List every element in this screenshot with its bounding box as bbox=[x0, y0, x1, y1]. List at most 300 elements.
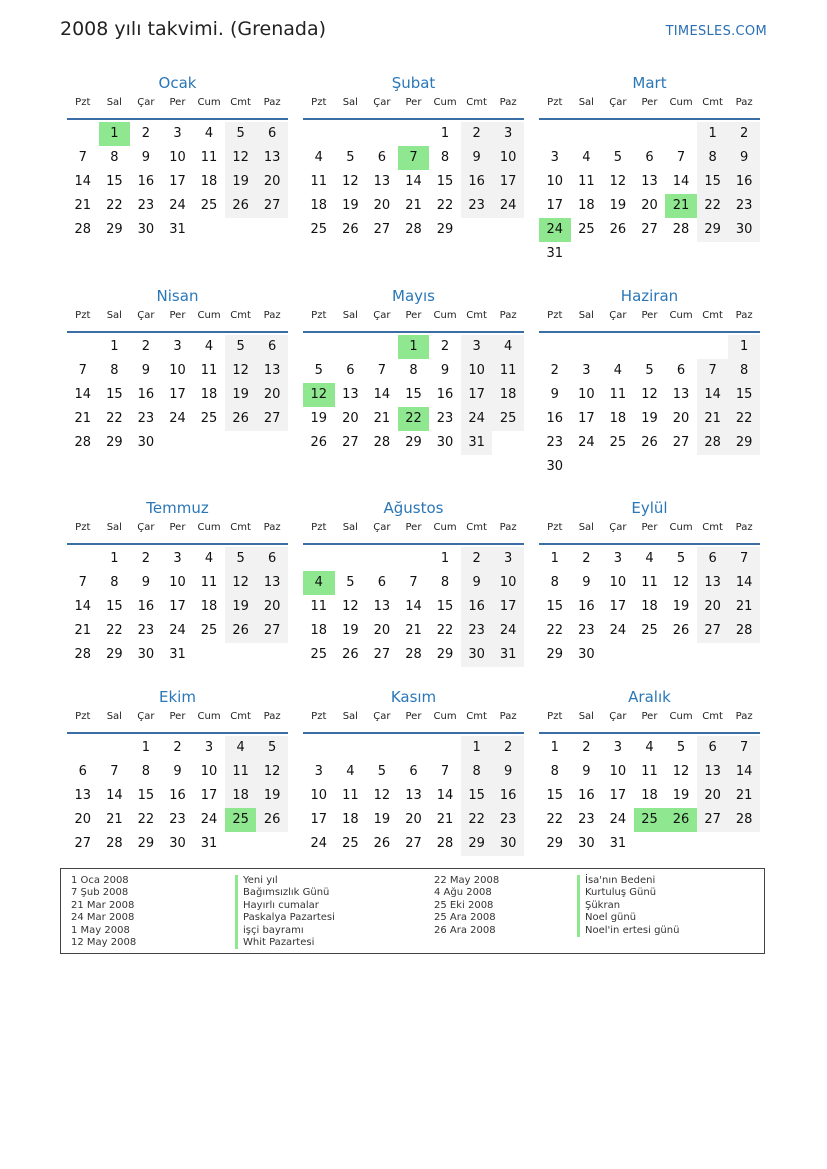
day-cell: 3 bbox=[613, 551, 623, 566]
legend-holiday-name: Paskalya Pazartesi bbox=[235, 912, 335, 924]
weekday-label: Sal bbox=[578, 711, 594, 722]
month-name: Nisan bbox=[156, 287, 199, 305]
day-empty bbox=[366, 122, 398, 146]
day-cell: 29 bbox=[137, 836, 155, 851]
legend-date: 22 May 2008 bbox=[434, 875, 500, 886]
day-cell: 16 bbox=[492, 784, 524, 808]
day-cell: 12 bbox=[342, 599, 359, 614]
weekday-label: Pzt bbox=[75, 522, 91, 533]
weekday-label: Cum bbox=[197, 711, 221, 722]
day-cell: 16 bbox=[436, 387, 454, 402]
day-empty bbox=[335, 736, 367, 760]
day-cell: 27 bbox=[373, 647, 391, 662]
day-cell: 9 bbox=[582, 575, 591, 590]
day-cell: 16 bbox=[137, 387, 155, 402]
day-empty bbox=[697, 832, 729, 856]
day-cell: 21 bbox=[405, 198, 422, 213]
day-cell: 19 bbox=[342, 198, 359, 213]
day-empty bbox=[634, 832, 666, 856]
weekday-label: Paz bbox=[735, 310, 753, 321]
day-empty bbox=[335, 335, 367, 359]
day-cell: 10 bbox=[609, 764, 627, 779]
month-name: Mart bbox=[632, 74, 667, 92]
day-cell: 17 bbox=[492, 170, 524, 194]
day-cell: 13 bbox=[697, 760, 729, 784]
weekday-label: Sal bbox=[342, 711, 358, 722]
day-empty bbox=[366, 736, 398, 760]
day-cell: 1 bbox=[141, 740, 151, 755]
day-cell: 22 bbox=[728, 407, 760, 431]
legend-date: 24 Mar 2008 bbox=[71, 912, 135, 924]
day-empty bbox=[99, 736, 131, 760]
day-cell: 18 bbox=[609, 411, 627, 426]
day-cell: 2 bbox=[582, 740, 591, 755]
day-empty bbox=[634, 242, 666, 266]
day-cell: 17 bbox=[169, 387, 186, 402]
weekday-label: Pzt bbox=[547, 310, 563, 321]
day-grid bbox=[303, 120, 524, 242]
weekday-label: Sal bbox=[578, 522, 594, 533]
day-cell: 1 bbox=[550, 740, 559, 755]
day-cell: 19 bbox=[225, 383, 257, 407]
weekday-label: Pzt bbox=[75, 711, 91, 722]
weekday-header bbox=[539, 708, 760, 734]
day-cell: 26 bbox=[225, 407, 257, 431]
day-cell: 1 bbox=[110, 551, 119, 566]
day-cell: 20 bbox=[697, 595, 729, 619]
day-empty bbox=[256, 431, 288, 455]
day-cell: 21 bbox=[106, 812, 123, 827]
day-cell: 7 bbox=[78, 575, 87, 590]
day-cell: 30 bbox=[578, 836, 595, 851]
day-empty bbox=[602, 455, 634, 479]
day-cell: 26 bbox=[225, 194, 257, 218]
day-cell: 9 bbox=[492, 760, 524, 784]
day-cell: 7 bbox=[440, 764, 450, 779]
site-link[interactable]: TIMESLES.COM bbox=[665, 24, 767, 39]
day-cell: 9 bbox=[141, 575, 151, 590]
weekday-label: Cum bbox=[669, 711, 693, 722]
weekday-label: Pzt bbox=[311, 97, 327, 108]
day-cell: 19 bbox=[225, 595, 257, 619]
weekday-label: Pzt bbox=[547, 97, 563, 108]
day-cell: 18 bbox=[200, 174, 218, 189]
weekday-label: Çar bbox=[373, 97, 391, 108]
weekday-label: Sal bbox=[342, 310, 358, 321]
legend-dates-right bbox=[434, 875, 499, 937]
day-empty bbox=[67, 547, 99, 571]
day-cell: 7 bbox=[409, 575, 418, 590]
day-cell: 17 bbox=[492, 595, 524, 619]
day-cell: 8 bbox=[141, 764, 151, 779]
day-cell: 23 bbox=[137, 198, 155, 213]
day-cell: 6 bbox=[256, 122, 288, 146]
weekday-label: Sal bbox=[106, 97, 122, 108]
day-cell: 9 bbox=[173, 764, 182, 779]
weekday-header bbox=[303, 94, 524, 120]
month-name: Mayıs bbox=[392, 287, 435, 305]
day-cell: 6 bbox=[377, 150, 387, 165]
day-cell: 28 bbox=[672, 222, 690, 237]
day-cell: 16 bbox=[169, 788, 186, 803]
legend-holiday-name: Yeni yıl bbox=[235, 875, 335, 887]
day-holiday: 25 bbox=[225, 808, 257, 832]
day-cell: 5 bbox=[346, 575, 355, 590]
weekday-label: Cmt bbox=[230, 310, 251, 321]
day-cell: 20 bbox=[641, 198, 658, 213]
day-cell: 5 bbox=[225, 547, 257, 571]
legend-holiday-name: Kurtuluş Günü bbox=[577, 887, 679, 899]
weekday-label: Cum bbox=[197, 97, 221, 108]
weekday-label: Sal bbox=[578, 310, 594, 321]
weekday-label: Paz bbox=[499, 522, 517, 533]
weekday-label: Cum bbox=[433, 522, 457, 533]
day-cell: 21 bbox=[405, 623, 422, 638]
day-cell: 23 bbox=[169, 812, 186, 827]
day-holiday: 4 bbox=[303, 571, 335, 595]
day-empty bbox=[665, 242, 697, 266]
day-grid bbox=[539, 333, 760, 479]
day-empty bbox=[665, 335, 697, 359]
day-cell: 5 bbox=[225, 122, 257, 146]
day-cell: 27 bbox=[373, 222, 391, 237]
day-cell: 12 bbox=[672, 575, 690, 590]
day-cell: 13 bbox=[74, 788, 92, 803]
weekday-label: Cum bbox=[197, 310, 221, 321]
day-cell: 14 bbox=[672, 174, 690, 189]
day-cell: 26 bbox=[342, 222, 359, 237]
day-empty bbox=[602, 122, 634, 146]
day-empty bbox=[697, 335, 729, 359]
day-cell: 12 bbox=[256, 760, 288, 784]
day-cell: 11 bbox=[200, 150, 218, 165]
legend-holiday-name: Whit Pazartesi bbox=[235, 937, 335, 949]
day-cell: 15 bbox=[106, 599, 123, 614]
day-cell: 4 bbox=[582, 150, 591, 165]
day-cell: 7 bbox=[728, 736, 760, 760]
weekday-header bbox=[67, 94, 288, 120]
day-cell: 21 bbox=[373, 411, 391, 426]
day-cell: 14 bbox=[697, 383, 729, 407]
legend-dates-left bbox=[71, 875, 136, 949]
weekday-label: Çar bbox=[137, 711, 155, 722]
weekday-label: Cum bbox=[669, 522, 693, 533]
day-empty bbox=[728, 455, 760, 479]
day-cell: 17 bbox=[200, 788, 218, 803]
day-cell: 29 bbox=[106, 222, 123, 237]
day-cell: 6 bbox=[377, 575, 387, 590]
day-grid bbox=[67, 734, 288, 856]
day-empty bbox=[256, 218, 288, 242]
day-cell: 26 bbox=[310, 435, 328, 450]
weekday-label: Cmt bbox=[702, 310, 723, 321]
day-cell: 16 bbox=[546, 411, 564, 426]
day-cell: 23 bbox=[436, 411, 454, 426]
day-cell: 8 bbox=[110, 575, 119, 590]
month-3 bbox=[539, 72, 760, 266]
day-cell: 14 bbox=[405, 174, 422, 189]
day-cell: 18 bbox=[641, 599, 658, 614]
day-empty bbox=[67, 122, 99, 146]
month-7 bbox=[67, 497, 288, 667]
day-cell: 25 bbox=[200, 198, 218, 213]
day-cell: 7 bbox=[728, 547, 760, 571]
day-cell: 9 bbox=[440, 363, 450, 378]
day-cell: 9 bbox=[582, 764, 591, 779]
day-cell: 11 bbox=[200, 575, 218, 590]
day-cell: 18 bbox=[310, 623, 328, 638]
legend-date: 7 Şub 2008 bbox=[71, 887, 129, 899]
day-cell: 22 bbox=[461, 808, 493, 832]
weekday-label: Paz bbox=[735, 97, 753, 108]
day-cell: 17 bbox=[546, 198, 564, 213]
day-grid bbox=[67, 333, 288, 455]
day-cell: 20 bbox=[74, 812, 92, 827]
day-empty bbox=[398, 547, 430, 571]
month-name: Şubat bbox=[391, 74, 436, 92]
day-cell: 10 bbox=[310, 788, 328, 803]
day-cell: 21 bbox=[436, 812, 454, 827]
day-cell: 28 bbox=[373, 435, 391, 450]
day-cell: 3 bbox=[582, 363, 591, 378]
day-cell: 27 bbox=[256, 619, 288, 643]
day-cell: 23 bbox=[728, 194, 760, 218]
day-cell: 19 bbox=[609, 198, 627, 213]
day-empty bbox=[539, 335, 571, 359]
legend-holiday-name: Noel'in ertesi günü bbox=[577, 925, 679, 937]
day-empty bbox=[665, 455, 697, 479]
weekday-label: Cmt bbox=[230, 711, 251, 722]
month-6 bbox=[539, 285, 760, 479]
day-cell: 19 bbox=[672, 788, 690, 803]
weekday-header bbox=[67, 519, 288, 545]
day-cell: 4 bbox=[492, 335, 524, 359]
day-cell: 4 bbox=[613, 363, 623, 378]
day-cell: 19 bbox=[342, 623, 359, 638]
day-cell: 5 bbox=[314, 363, 323, 378]
legend-date: 25 Ara 2008 bbox=[434, 912, 496, 924]
weekday-label: Per bbox=[405, 310, 422, 321]
day-cell: 25 bbox=[609, 435, 627, 450]
day-cell: 22 bbox=[137, 812, 155, 827]
day-cell: 27 bbox=[697, 808, 729, 832]
day-cell: 25 bbox=[200, 411, 218, 426]
day-holiday: 7 bbox=[398, 146, 430, 170]
day-cell: 13 bbox=[697, 571, 729, 595]
day-empty bbox=[665, 122, 697, 146]
day-cell: 23 bbox=[137, 411, 155, 426]
weekday-label: Sal bbox=[106, 522, 122, 533]
day-cell: 13 bbox=[641, 174, 658, 189]
day-cell: 31 bbox=[609, 836, 627, 851]
day-empty bbox=[256, 832, 288, 856]
day-cell: 17 bbox=[609, 788, 627, 803]
day-cell: 18 bbox=[310, 198, 328, 213]
day-cell: 1 bbox=[697, 122, 729, 146]
day-cell: 10 bbox=[169, 363, 186, 378]
day-cell: 2 bbox=[173, 740, 182, 755]
day-cell: 12 bbox=[225, 571, 257, 595]
day-cell: 11 bbox=[200, 363, 218, 378]
day-empty bbox=[602, 643, 634, 667]
day-empty bbox=[492, 431, 524, 455]
weekday-label: Çar bbox=[137, 97, 155, 108]
day-cell: 17 bbox=[169, 599, 186, 614]
weekday-label: Sal bbox=[578, 97, 594, 108]
weekday-label: Cmt bbox=[466, 711, 487, 722]
day-cell: 18 bbox=[641, 788, 658, 803]
weekday-label: Çar bbox=[609, 310, 627, 321]
weekday-label: Paz bbox=[263, 711, 281, 722]
day-cell: 3 bbox=[492, 547, 524, 571]
weekday-label: Pzt bbox=[311, 310, 327, 321]
day-cell: 13 bbox=[405, 788, 422, 803]
day-cell: 2 bbox=[141, 551, 151, 566]
day-empty bbox=[303, 335, 335, 359]
day-cell: 20 bbox=[342, 411, 359, 426]
day-cell: 4 bbox=[645, 551, 654, 566]
day-cell: 4 bbox=[346, 764, 355, 779]
day-cell: 15 bbox=[405, 387, 422, 402]
weekday-label: Çar bbox=[373, 522, 391, 533]
day-cell: 24 bbox=[169, 623, 186, 638]
day-cell: 3 bbox=[204, 740, 214, 755]
day-empty bbox=[697, 455, 729, 479]
month-12 bbox=[539, 686, 760, 856]
day-empty bbox=[728, 643, 760, 667]
day-cell: 30 bbox=[137, 435, 155, 450]
day-cell: 13 bbox=[373, 174, 391, 189]
day-cell: 12 bbox=[225, 359, 257, 383]
day-empty bbox=[398, 736, 430, 760]
day-cell: 24 bbox=[169, 198, 186, 213]
weekday-label: Paz bbox=[263, 97, 281, 108]
day-cell: 21 bbox=[728, 784, 760, 808]
day-empty bbox=[728, 832, 760, 856]
weekday-header bbox=[67, 708, 288, 734]
day-cell: 3 bbox=[550, 150, 559, 165]
day-cell: 14 bbox=[405, 599, 422, 614]
weekday-label: Cmt bbox=[230, 522, 251, 533]
day-cell: 8 bbox=[110, 363, 119, 378]
day-cell: 13 bbox=[373, 599, 391, 614]
month-name: Ocak bbox=[158, 74, 197, 92]
day-cell: 5 bbox=[346, 150, 355, 165]
day-cell: 26 bbox=[256, 808, 288, 832]
day-cell: 6 bbox=[645, 150, 654, 165]
day-cell: 6 bbox=[346, 363, 355, 378]
day-cell: 23 bbox=[578, 812, 595, 827]
legend-holiday-name: İsa'nın Bedeni bbox=[577, 875, 679, 887]
day-empty bbox=[602, 242, 634, 266]
day-cell: 7 bbox=[377, 363, 387, 378]
day-grid bbox=[67, 120, 288, 242]
day-cell: 28 bbox=[405, 647, 422, 662]
weekday-label: Paz bbox=[499, 97, 517, 108]
day-empty bbox=[303, 547, 335, 571]
day-cell: 29 bbox=[436, 647, 454, 662]
day-cell: 4 bbox=[314, 150, 323, 165]
day-empty bbox=[492, 218, 524, 242]
day-empty bbox=[225, 431, 257, 455]
day-cell: 22 bbox=[106, 411, 123, 426]
day-empty bbox=[303, 122, 335, 146]
day-cell: 30 bbox=[169, 836, 186, 851]
day-cell: 23 bbox=[546, 435, 564, 450]
day-cell: 27 bbox=[405, 836, 422, 851]
day-cell: 9 bbox=[461, 571, 493, 595]
day-cell: 9 bbox=[141, 150, 151, 165]
legend-holiday-name: Şükran bbox=[577, 900, 679, 912]
day-cell: 8 bbox=[440, 575, 450, 590]
day-empty bbox=[665, 832, 697, 856]
day-cell: 24 bbox=[169, 411, 186, 426]
month-8 bbox=[303, 497, 524, 667]
day-cell: 27 bbox=[256, 407, 288, 431]
day-cell: 15 bbox=[436, 599, 454, 614]
day-cell: 21 bbox=[74, 623, 92, 638]
day-grid bbox=[303, 333, 524, 455]
day-cell: 16 bbox=[578, 788, 595, 803]
day-cell: 10 bbox=[546, 174, 564, 189]
day-cell: 20 bbox=[672, 411, 690, 426]
day-cell: 27 bbox=[74, 836, 92, 851]
day-cell: 26 bbox=[342, 647, 359, 662]
weekday-label: Pzt bbox=[75, 310, 91, 321]
weekday-label: Pzt bbox=[75, 97, 91, 108]
day-cell: 29 bbox=[697, 218, 729, 242]
day-cell: 1 bbox=[461, 736, 493, 760]
weekday-label: Pzt bbox=[311, 711, 327, 722]
day-cell: 24 bbox=[492, 194, 524, 218]
weekday-label: Sal bbox=[342, 522, 358, 533]
month-11 bbox=[303, 686, 524, 856]
day-cell: 29 bbox=[106, 647, 123, 662]
day-cell: 2 bbox=[461, 547, 493, 571]
day-empty bbox=[697, 242, 729, 266]
day-empty bbox=[634, 455, 666, 479]
day-cell: 6 bbox=[256, 335, 288, 359]
month-name: Haziran bbox=[620, 287, 679, 305]
day-cell: 6 bbox=[697, 547, 729, 571]
weekday-label: Sal bbox=[106, 711, 122, 722]
day-cell: 21 bbox=[697, 407, 729, 431]
day-cell: 22 bbox=[106, 198, 123, 213]
day-cell: 19 bbox=[373, 812, 391, 827]
day-cell: 9 bbox=[461, 146, 493, 170]
weekday-header bbox=[539, 307, 760, 333]
day-cell: 18 bbox=[200, 599, 218, 614]
day-cell: 4 bbox=[204, 551, 214, 566]
day-holiday: 21 bbox=[665, 194, 697, 218]
day-cell: 18 bbox=[200, 387, 218, 402]
day-cell: 11 bbox=[578, 174, 595, 189]
day-cell: 20 bbox=[405, 812, 422, 827]
day-cell: 2 bbox=[492, 736, 524, 760]
day-grid bbox=[539, 734, 760, 856]
day-cell: 12 bbox=[342, 174, 359, 189]
day-cell: 23 bbox=[461, 194, 493, 218]
day-cell: 11 bbox=[641, 764, 658, 779]
month-1 bbox=[67, 72, 288, 242]
day-cell: 26 bbox=[373, 836, 391, 851]
day-cell: 3 bbox=[314, 764, 323, 779]
day-cell: 12 bbox=[225, 146, 257, 170]
day-grid bbox=[539, 545, 760, 667]
day-holiday: 26 bbox=[665, 808, 697, 832]
month-10 bbox=[67, 686, 288, 856]
day-cell: 11 bbox=[641, 575, 658, 590]
